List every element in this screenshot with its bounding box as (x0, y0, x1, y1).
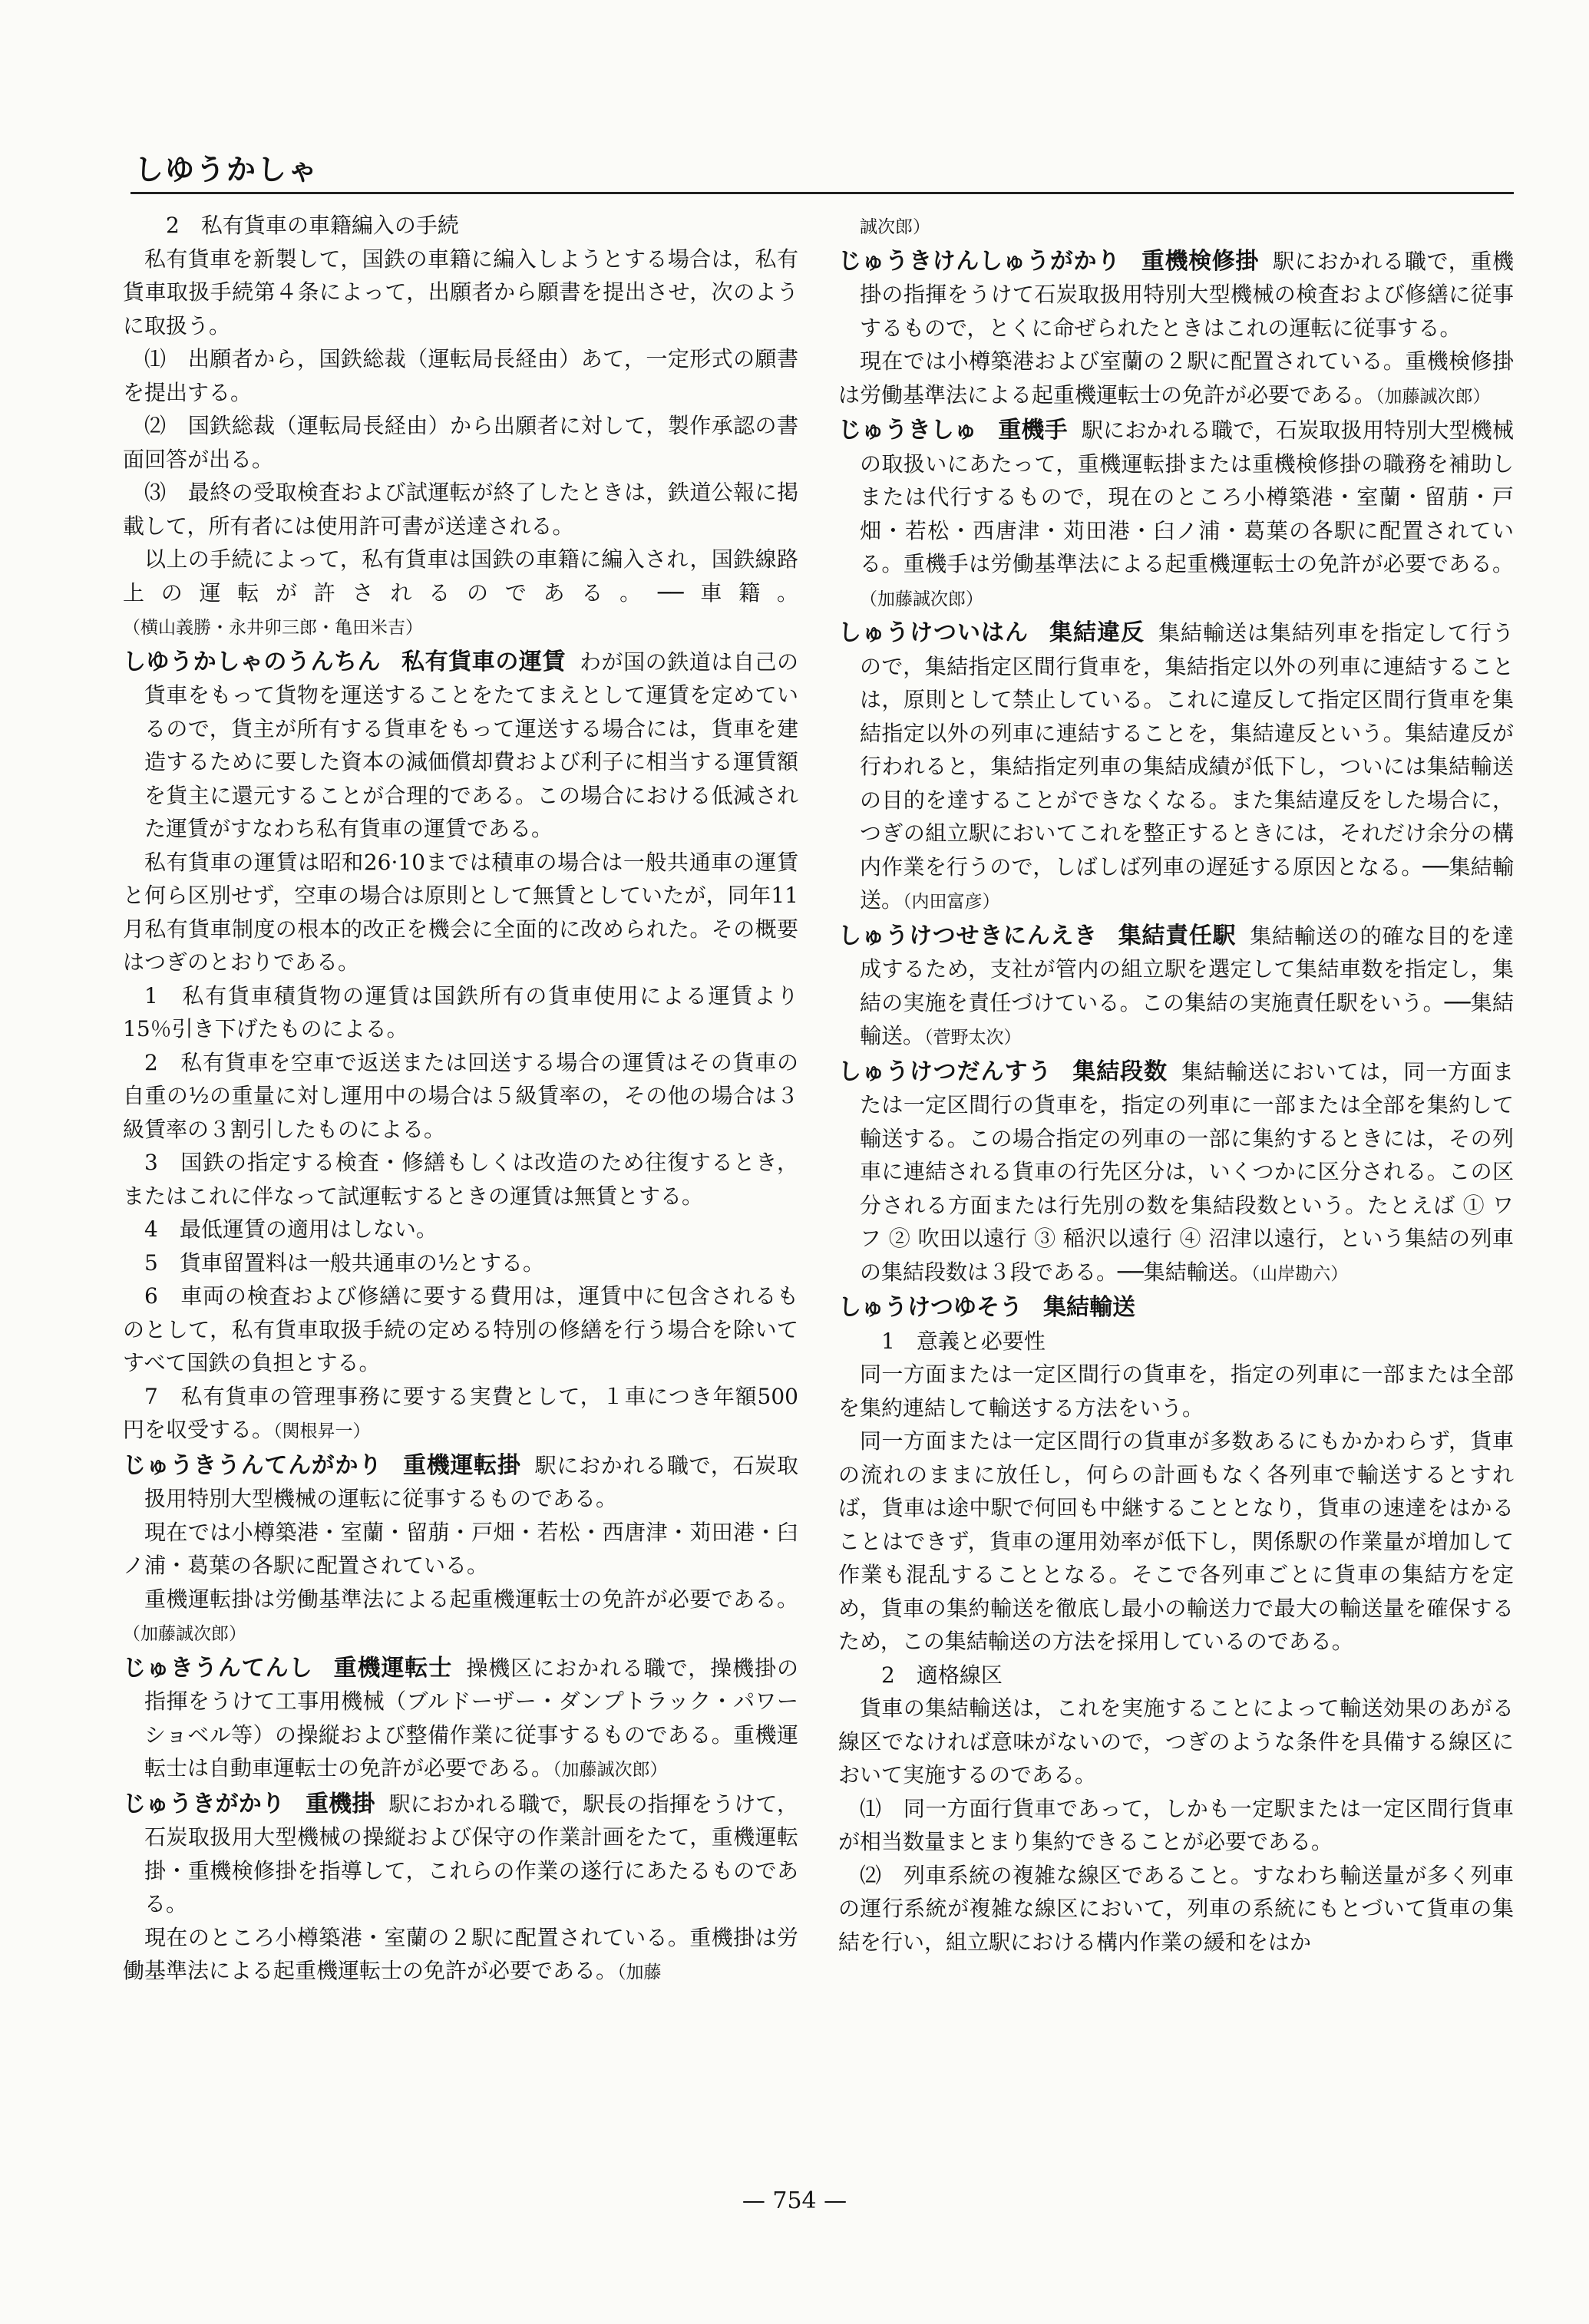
paragraph (123, 1583, 798, 1652)
entry-kana: じゅうきがかり (123, 1790, 286, 1817)
author: （菅野太次） (924, 1028, 1022, 1048)
author: （加藤誠次郎） (553, 1760, 668, 1780)
paragraph-text: 現在のところ小樽築港・室蘭の２駅に配置されている。重機掛は労働基準法による起重機運転士の免許が必要である。 (123, 1924, 798, 1983)
author: 誠次郎） (860, 217, 930, 237)
page-number: — 754 — (742, 2187, 847, 2214)
entry-kana: じゅうきけんしゅうがかり (838, 247, 1121, 275)
paragraph-text: 重機運転掛は労働基準法による起重機運転士の免許が必要である。 (144, 1586, 798, 1612)
author: （加藤 (617, 1963, 662, 1982)
list-item: 2 私有貨車を空車で返送または回送する場合の運賃はその貨車の自重の½の重量に対し運用中の場合は５級賃率の，その他の場合は３級賃率の３割引したものによる。 (123, 1049, 798, 1142)
paragraph-text: 以上の手続によって，私有貨車は国鉄の車籍に編入され，国鉄線路上の運転が許されるのである。──車籍。 (123, 546, 798, 606)
entry (838, 616, 1514, 919)
entry-text: 駅におかれる職で，重機掛の指揮をうけて石炭取扱用特別大型機械の検査および修繕に従事するもので，とくに命ぜられたときはこれの運転に従事する。 (860, 248, 1515, 341)
list-item: ⑵ 国鉄総裁（運転局長経由）から出願者に対して，製作承認の書面回答が出る。 (123, 413, 798, 472)
list-item: 6 車両の検査および修繕に要する費用は，運賃中に包含されるものとして，私有貨車取扱手続の定める特別の修繕を行う場合を除いてすべて国鉄の負担とする。 (123, 1283, 798, 1375)
list-item: 4 最低運賃の適用はしない。 (144, 1216, 438, 1242)
list-item: ⑴ 出願者から，国鉄総裁（運転局長経由）あて，一定形式の願書を提出する。 (123, 346, 798, 405)
entry-kanji: 集結輸送 (1043, 1294, 1135, 1321)
running-head: しゆうかしゃ (134, 153, 319, 187)
entry-kana: しゅうけつだんすう (838, 1058, 1052, 1085)
entry (123, 1449, 798, 1516)
section-heading: 2 適格線区 (881, 1662, 1003, 1688)
paragraph: 同一方面または一定区間行の貨車を，指定の列車に一部または全部を集約連結して輸送する方法をいう。 (838, 1362, 1514, 1421)
author: （内田富彦） (903, 892, 1000, 912)
author: （加藤誠次郎） (1376, 386, 1491, 407)
author: （加藤誠次郎） (123, 1624, 246, 1644)
paragraph: 私有貨車を新製して，国鉄の車籍に編入しようとする場合は，私有貨車取扱手続第４条によって，出願者から願書を提出させ，次のように取扱う。 (123, 246, 798, 338)
entry-text: 集結輸送は集結列車を指定して行うので，集結指定区間行貨車を，集結指定以外の列車に連結することは，原則として禁止している。これに違反して指定区間行貨車を集結指定以外の列車に連結することを，集結違反という。集結違反が行われると，集結指定列車の集結成績が低下し，ついには集結輸送の目的を達することができなくなる。また集結違反をした場合に，つぎの組立駅においてこれを整正するときには，それだけ余分の構内作業を行うので，しばしば列車の遅延する原因となる。──集結輸送。 (860, 620, 1514, 913)
entry-kana: しゅうけつせきにんえき (838, 922, 1098, 949)
entry-kana: じゅきうんてんし (123, 1654, 313, 1682)
entry (123, 1652, 798, 1788)
entry (838, 245, 1514, 345)
author: （関根昇一） (273, 1421, 371, 1441)
paragraph: 現在では小樽築港・室蘭・留萠・戸畑・若松・西唐津・苅田港・臼ノ浦・葛葉の各駅に配置されている。 (123, 1519, 798, 1578)
author: （横山義勝・永井卯三郎・亀田米吉） (123, 618, 423, 638)
entry (838, 1291, 1514, 1325)
entry-text: 駅におかれる職で，駅長の指揮をうけて，石炭取扱用大型機械の操縦および保守の作業計画をたて，重機運転掛・重機検修掛を指導して，これらの作業の遂行にあたるものである。 (144, 1791, 799, 1916)
list-item: ⑵ 列車系統の複雑な線区であること。すなわち輸送量が多く列車の運行系統が複雑な線区において，列車の系統にもとづいて貨車の集結を行い，組立駅における構内作業の緩和をはか (838, 1862, 1514, 1955)
entry-kanji: 集結段数 (1072, 1058, 1168, 1085)
paragraph-text: 現在では小樽築港および室蘭の２駅に配置されている。重機検修掛は労働基準法による起重機運転士の免許が必要である。 (838, 348, 1514, 408)
entry-text: 操機区におかれる職で，操機掛の指揮をうけて工事用機械（ブルドーザー・ダンプトラック・パワーショベル等）の操縦および整備作業に従事するものである。重機運転士は自動車運転士の免許が必要である。 (144, 1655, 799, 1781)
entry (838, 1055, 1514, 1292)
list-item: 1 私有貨車積貨物の運賃は国鉄所有の貨車使用による運賃より15％引き下げたものによる。 (123, 982, 798, 1042)
entry-kanji: 私有貨車の運賃 (401, 648, 566, 675)
entry-kanji: 重機運転士 (333, 1654, 453, 1682)
entry (838, 919, 1514, 1055)
author: （山岸勘六） (1250, 1263, 1349, 1284)
paragraph: 同一方面または一定区間行の貨車が多数あるにもかかわらず，貨車の流れのままに放任し，何らの計画もなく各列車で輸送するとすれば，貨車は途中駅で何回も中継することとなり，貨車の速達をはかることはできず，貨車の運用効率が低下し，関係駅の作業量が増加して作業も混乱することとなる。そこで各列車ごとに貨車の集結方を定め，貨車の集約輸送を徹底し最小の輸送力で最大の輸送量を確保するため，この集結輸送の方法を採用しているのである。 (838, 1428, 1514, 1654)
entry-kanji: 集結責任駅 (1118, 922, 1237, 949)
paragraph (123, 1921, 798, 1990)
entry-kanji: 集結違反 (1049, 619, 1145, 646)
entry-kana: しゅうけつゆそう (838, 1294, 1022, 1321)
entry-kanji: 重機検修掛 (1141, 247, 1260, 275)
section-heading: 1 意義と必要性 (881, 1328, 1046, 1354)
list-item: ⑶ 最終の受取検査および試運転が終了したときは，鉄道公報に掲載して，所有者には使用許可書が送達される。 (123, 480, 798, 539)
entry-text: 駅におかれる職で，石炭取扱用特別大型機械の運転に従事するものである。 (144, 1452, 798, 1511)
list-item: ⑴ 同一方面行貨車であって，しかも一定駅または一定区間行貨車が相当数量まとまり集約できることが必要である。 (838, 1795, 1514, 1854)
entry-kana: じゅうきうんてんがかり (123, 1451, 382, 1479)
entry-kana: しゅうけついはん (838, 619, 1029, 646)
right-column (838, 209, 1514, 1959)
header-rule (130, 192, 1514, 194)
list-item: 3 国鉄の指定する検査・修繕もしくは改造のため往復するとき，またはこれに伴なって試運転するときの運賃は無賃とする。 (123, 1150, 798, 1209)
list-item (123, 1380, 798, 1449)
left-column (123, 209, 798, 1990)
entry-text: 集結輸送においては，同一方面または一定区間行の貨車を，指定の列車に一部または全部を集約して輸送する。この場合指定の列車の一部に集約するときには，その列車に連結される貨車の行先区分は，いくつかに区分される。この区分される方面または行先別の数を集結段数という。たとえば ① ワフ ② 吹田以遠行 ③ 稲沢以遠行 ④ 沼津以遠行，という集結の列車の集結段数は３段である。──集結輸送。 (860, 1058, 1514, 1285)
list-item-text: 7 私有貨車の管理事務に要する実費として，１車につき年額500円を収受する。 (123, 1383, 798, 1442)
entry-kanji: 重機手 (998, 417, 1068, 444)
paragraph: 貨車の集結輸送は，これを実施することによって輸送効果のあがる線区でなければ意味がないので，つぎのような条件を具備する線区において実施するのである。 (838, 1695, 1514, 1788)
paragraph (123, 543, 798, 645)
paragraph (838, 345, 1514, 414)
entry-kanji: 重機運転掛 (402, 1451, 521, 1479)
entry-text: 集結輸送の的確な目的を達成するため，支社が管内の組立駅を選定して集結車数を指定し，集結の実施を責任づけている。この集結の実施責任駅をいう。──集結輸送。 (860, 923, 1514, 1048)
entry-text: 駅におかれる職で，石炭取扱用特別大型機械の取扱いにあたって，重機運転掛または重機検修掛の職務を補助しまたは代行するもので，現在のところ小樽築港・室蘭・留萠・戸畑・若松・西唐津・苅田港・臼ノ浦・葛葉の各駅に配置されている。重機手は労働基準法による起重機運転士の免許が必要である。 (860, 418, 1515, 576)
entry-text: わが国の鉄道は自己の貨車をもって貨物を運送することをたてまえとして運賃を定めているので，貨主が所有する貨車をもって運送する場合には，貨車を建造するために要した資本の減価償却費および利子に相当する運賃額を貨主に還元することが合理的である。この場合における低減された運賃がすなわち私有貨車の運賃である。 (144, 649, 798, 841)
entry (838, 414, 1514, 616)
entry (123, 645, 798, 846)
entry-kana: しゆうかしゃのうんちん (123, 648, 382, 675)
section-heading: 2 私有貨車の車籍編入の手続 (166, 213, 459, 238)
paragraph: 私有貨車の運賃は昭和26·10までは積車の場合は一般共通車の運賃と何ら区別せず，空車の場合は原則として無賃としていたが，同年11月私有貨車制度の根本的改正を機会に全面的に改められた。その概要はつぎのとおりである。 (123, 849, 798, 975)
author: （加藤誠次郎） (860, 589, 983, 609)
author-continuation (838, 209, 1514, 245)
list-item: 5 貨車留置料は一般共通車の½とする。 (144, 1249, 544, 1276)
entry-kanji: 重機掛 (306, 1790, 375, 1817)
entry (123, 1788, 798, 1921)
entry-kana: じゅうきしゅ (838, 417, 978, 444)
